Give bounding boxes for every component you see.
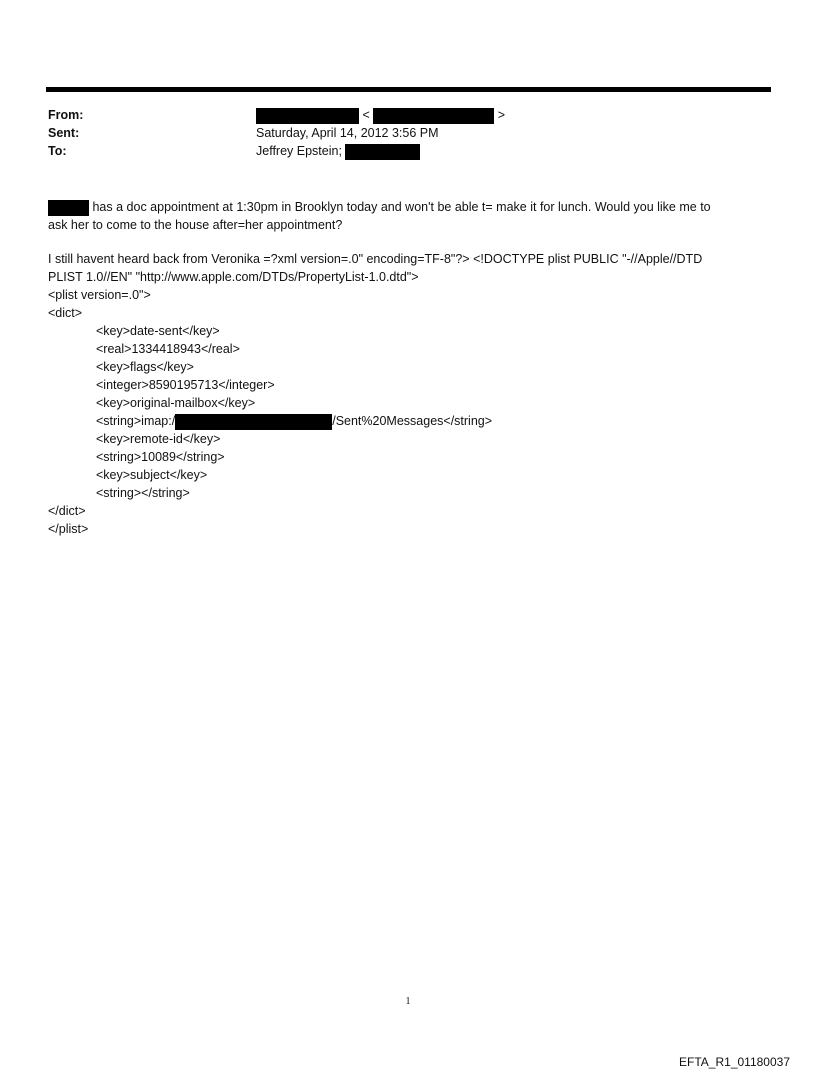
body-paragraph-2 xyxy=(48,250,773,538)
plist-line: <string>10089</string> xyxy=(96,450,225,464)
redaction-box xyxy=(175,414,332,430)
paragraph-text: has a doc appointment at 1:30pm in Brooklyn today and won't be able t= make it for lunch. Would you like me to xyxy=(92,200,711,214)
from-email-open: < xyxy=(362,108,370,122)
plist-line: <key>flags</key> xyxy=(96,360,194,374)
plist-line: <integer>8590195713</integer> xyxy=(96,378,275,392)
paragraph-line xyxy=(48,198,773,216)
imap-suffix: /Sent%20Messages</string> xyxy=(332,414,493,428)
to-recipient: Jeffrey Epstein; xyxy=(256,144,342,158)
paragraph-line: PLIST 1.0//EN" "http://www.apple.com/DTDs/PropertyList-1.0.dtd"> xyxy=(48,270,419,284)
page-number: 1 xyxy=(405,996,411,1007)
plist-close: </plist> xyxy=(48,522,89,536)
redaction-box xyxy=(345,144,420,160)
dict-close: </dict> xyxy=(48,504,86,518)
document-id: EFTA_R1_01180037 xyxy=(679,1055,790,1069)
header-divider xyxy=(46,87,771,92)
to-value xyxy=(256,143,420,160)
plist-open: <plist version=.0"> xyxy=(48,288,151,302)
redaction-box xyxy=(256,108,359,124)
sent-label: Sent: xyxy=(48,126,80,140)
redaction-box xyxy=(48,200,89,216)
to-label: To: xyxy=(48,144,67,158)
body-paragraph-1 xyxy=(48,198,773,234)
plist-line: <string></string> xyxy=(96,486,190,500)
plist-line xyxy=(48,412,773,430)
from-email-close: > xyxy=(497,108,506,122)
plist-line: <key>date-sent</key> xyxy=(96,324,220,338)
sent-value: Saturday, April 14, 2012 3:56 PM xyxy=(256,126,439,140)
from-value xyxy=(256,107,505,124)
plist-line: <real>1334418943</real> xyxy=(96,342,240,356)
plist-line: <key>subject</key> xyxy=(96,468,208,482)
plist-line: <key>original-mailbox</key> xyxy=(96,396,256,410)
paragraph-line: I still havent heard back from Veronika =?xml version=.0" encoding=TF-8"?> <!DOCTYPE plist PUBLIC "-//Apple//DTD xyxy=(48,252,703,266)
redaction-box xyxy=(373,108,494,124)
dict-open: <dict> xyxy=(48,306,83,320)
imap-prefix: <string>imap:/ xyxy=(96,414,176,428)
paragraph-line: ask her to come to the house after=her appointment? xyxy=(48,218,343,232)
from-label: From: xyxy=(48,108,84,122)
plist-line: <key>remote-id</key> xyxy=(96,432,221,446)
